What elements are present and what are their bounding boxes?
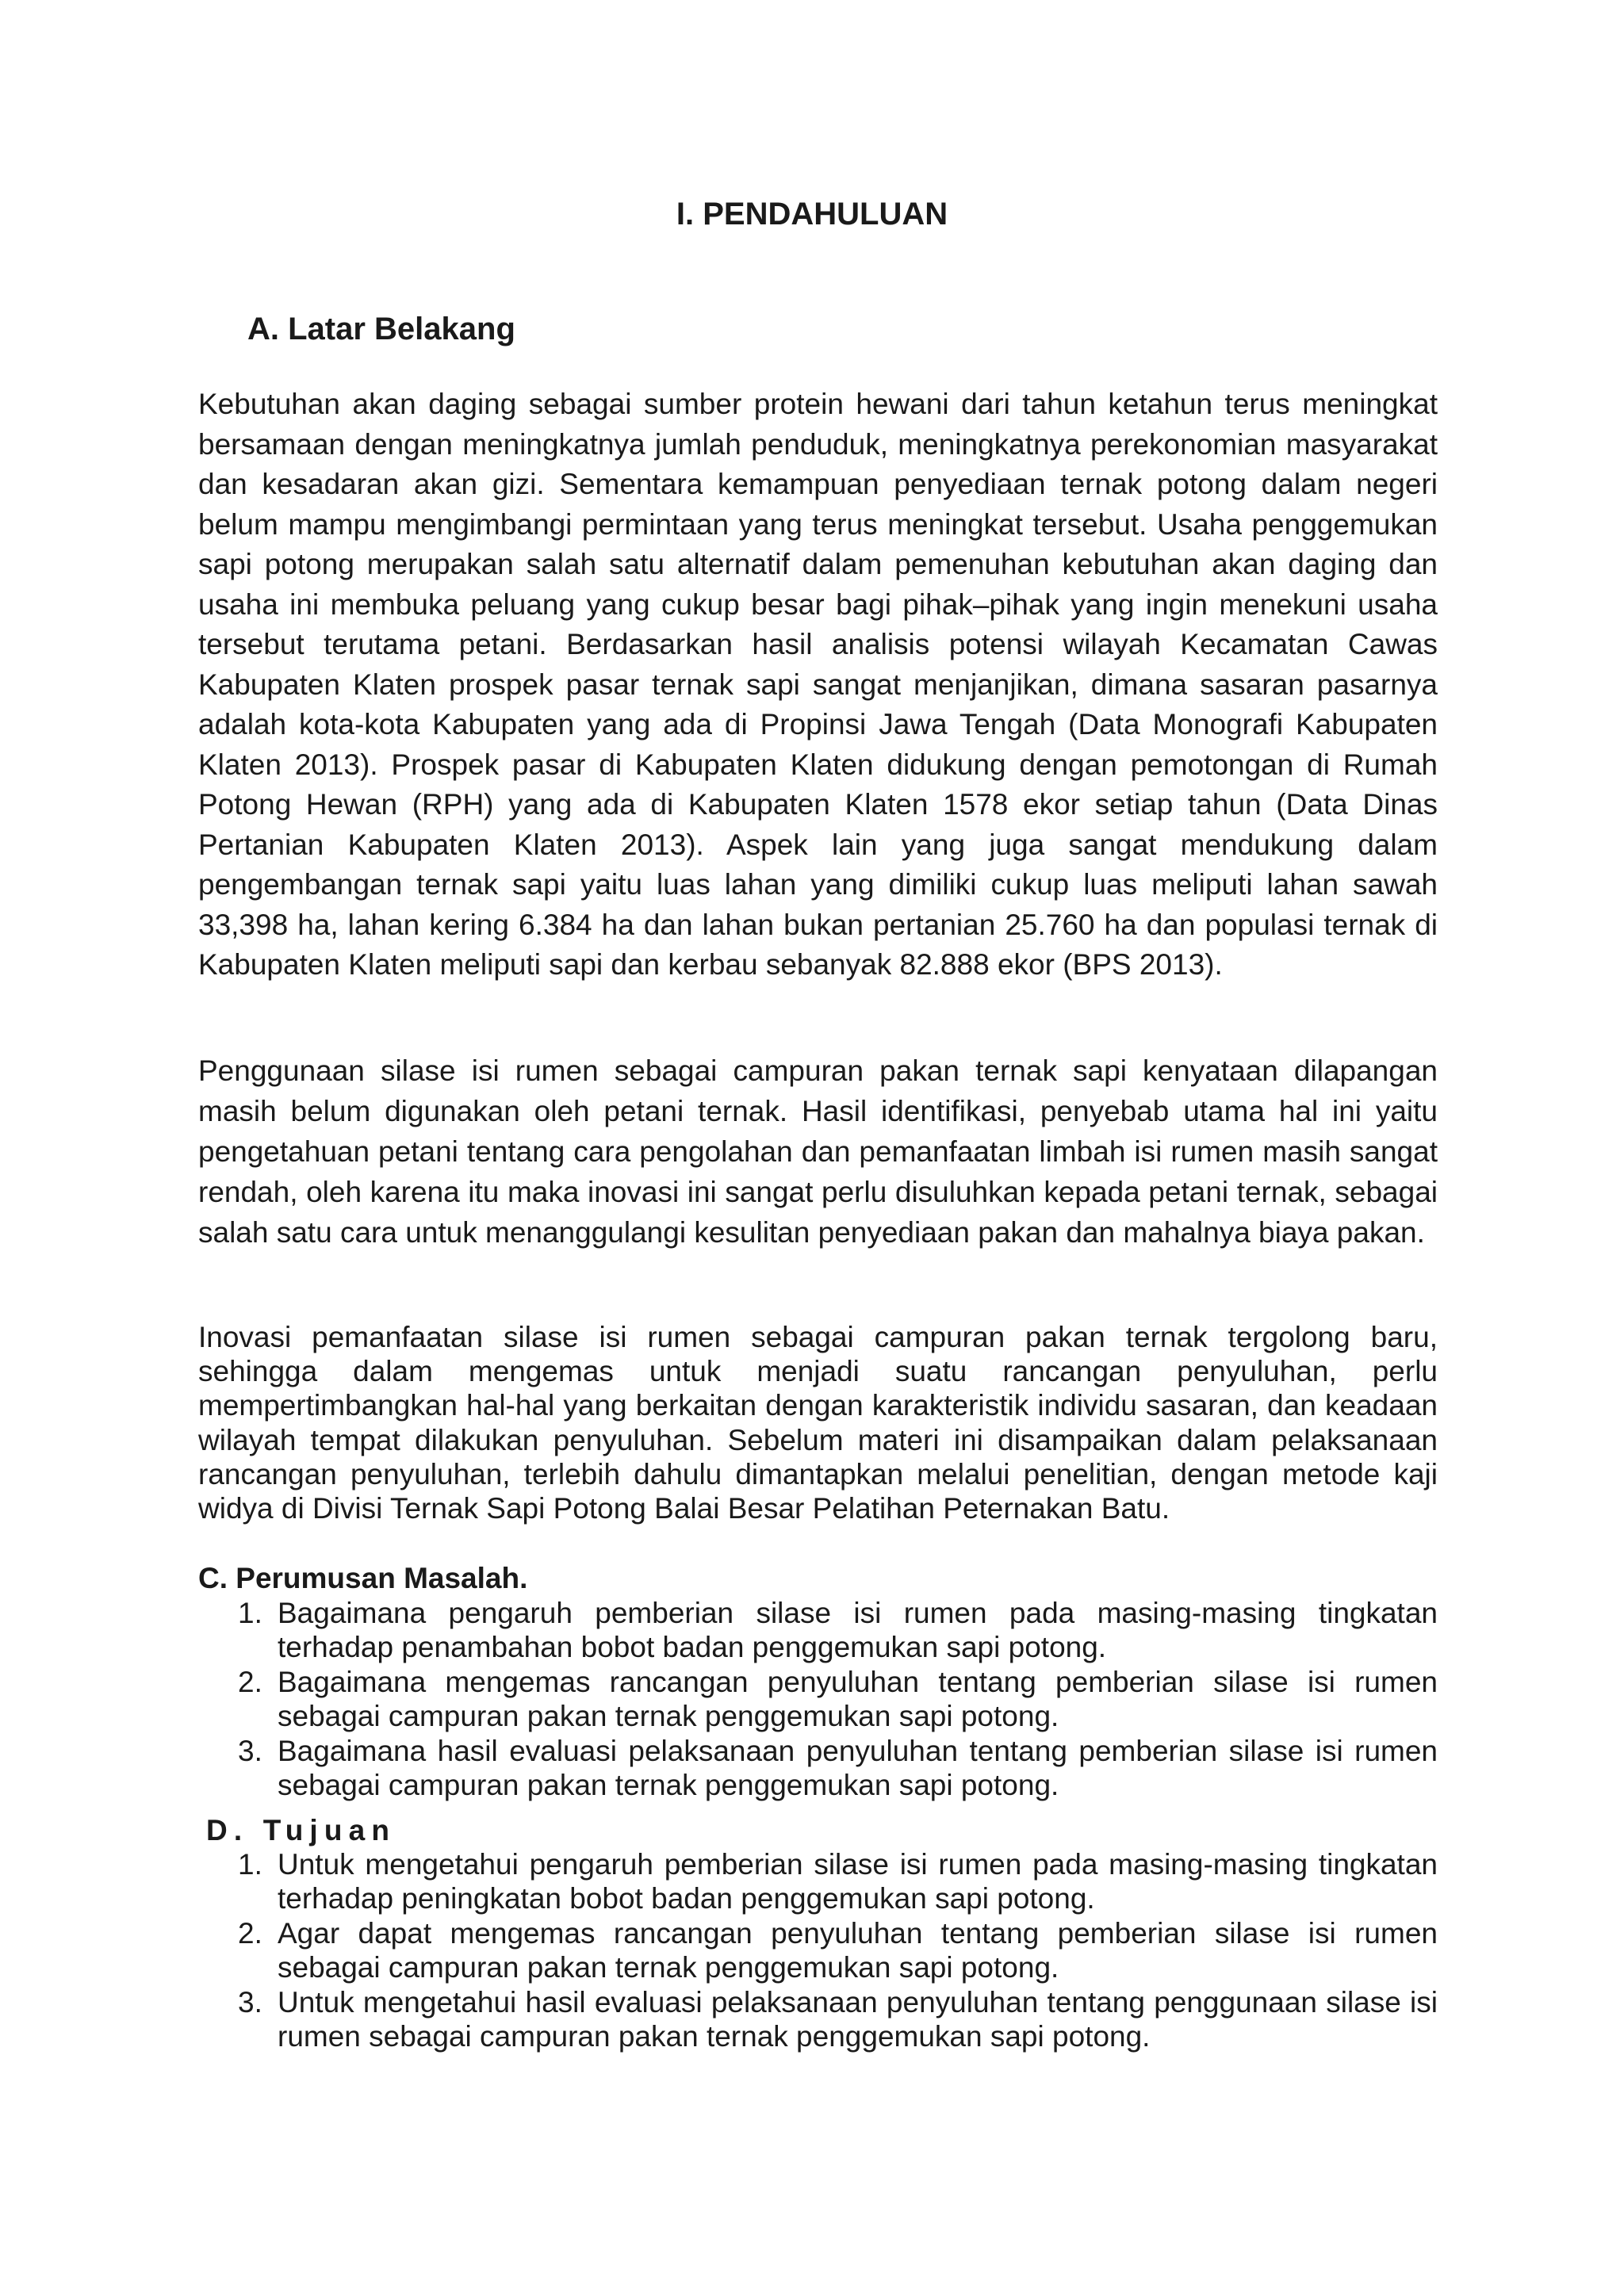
list-item-number: 3. bbox=[238, 1735, 262, 1767]
list-item bbox=[238, 1596, 1438, 1664]
list-item bbox=[238, 1665, 1438, 1733]
list-item-text: Untuk mengetahui hasil evaluasi pelaksanaan penyuluhan tentang penggunaan silase isi rumen sebagai campuran pakan ternak penggemukan sapi potong. bbox=[278, 1986, 1438, 2053]
section-heading-latar-belakang: A. Latar Belakang bbox=[247, 312, 515, 346]
chapter-title: I. PENDAHULUAN bbox=[676, 197, 948, 232]
list-item bbox=[238, 1847, 1438, 1915]
paragraph-latar-belakang-3: Inovasi pemanfaatan silase isi rumen sebagai campuran pakan ternak tergolong baru, sehingga dalam mengemas untuk menjadi suatu rancangan penyuluhan, perlu mempertimbangkan hal-hal yang berkaitan dengan karakteristik individu sasaran, dan keadaan wilayah tempat dilakukan penyuluhan. Sebelum materi ini disampaikan dalam pelaksanaan rancangan penyuluhan, terlebih dahulu dimantapkan melalui penelitian, dengan metode kaji widya di Divisi Ternak Sapi Potong Balai Besar Pelatihan Peternakan Batu. bbox=[198, 1321, 1438, 1525]
list-item-text: Bagaimana hasil evaluasi pelaksanaan penyuluhan tentang pemberian silase isi rumen sebagai campuran pakan ternak penggemukan sapi potong. bbox=[278, 1735, 1438, 1801]
section-heading-tujuan: D. Tujuan bbox=[206, 1814, 396, 1846]
list-item-text: Bagaimana mengemas rancangan penyuluhan tentang pemberian silase isi rumen sebagai campuran pakan ternak penggemukan sapi potong. bbox=[278, 1666, 1438, 1732]
section-heading-perumusan-masalah: C. Perumusan Masalah. bbox=[198, 1562, 528, 1594]
list-item-text: Agar dapat mengemas rancangan penyuluhan tentang pemberian silase isi rumen sebagai campuran pakan ternak penggemukan sapi potong. bbox=[278, 1917, 1438, 1984]
paragraph-latar-belakang-1: Kebutuhan akan daging sebagai sumber protein hewani dari tahun ketahun terus meningkat bersamaan dengan meningkatnya jumlah penduduk, meningkatnya perekonomian masyarakat dan kesadaran akan gizi. Sementara kemampuan penyediaan ternak potong dalam negeri belum mampu mengimbangi permintaan yang terus meningkat tersebut. Usaha penggemukan sapi potong merupakan salah satu alternatif dalam pemenuhan kebutuhan akan daging dan usaha ini membuka peluang yang cukup besar bagi pihak–pihak yang ingin menekuni usaha tersebut terutama petani. Berdasarkan hasil analisis potensi wilayah Kecamatan Cawas Kabupaten Klaten prospek pasar ternak sapi sangat menjanjikan, dimana sasaran pasarnya adalah kota-kota Kabupaten yang ada di Propinsi Jawa Tengah (Data Monografi Kabupaten Klaten 2013). Prospek pasar di Kabupaten Klaten didukung dengan pemotongan di Rumah Potong Hewan (RPH) yang ada di Kabupaten Klaten 1578 ekor setiap tahun (Data Dinas Pertanian Kabupaten Klaten 2013). Aspek lain yang juga sangat mendukung dalam pengembangan ternak sapi yaitu luas lahan yang dimiliki cukup luas meliputi lahan sawah 33,398 ha, lahan kering 6.384 ha dan lahan bukan pertanian 25.760 ha dan populasi ternak di Kabupaten Klaten meliputi sapi dan kerbau sebanyak 82.888 ekor (BPS 2013). bbox=[198, 388, 1438, 981]
paragraph-latar-belakang-2: Penggunaan silase isi rumen sebagai campuran pakan ternak sapi kenyataan dilapangan masih belum digunakan oleh petani ternak. Hasil identifikasi, penyebab utama hal ini yaitu pengetahuan petani tentang cara pengolahan dan pemanfaatan limbah isi rumen masih sangat rendah, oleh karena itu maka inovasi ini sangat perlu disuluhkan kepada petani ternak, sebagai salah satu cara untuk menanggulangi kesulitan penyediaan pakan dan mahalnya biaya pakan. bbox=[198, 1054, 1438, 1249]
list-item-text: Bagaimana pengaruh pemberian silase isi rumen pada masing-masing tingkatan terhadap penambahan bobot badan penggemukan sapi potong. bbox=[278, 1597, 1438, 1663]
list-item-number: 2. bbox=[238, 1917, 262, 1950]
list-item-number: 1. bbox=[238, 1597, 262, 1629]
list-item-text: Untuk mengetahui pengaruh pemberian silase isi rumen pada masing-masing tingkatan terhadap peningkatan bobot badan penggemukan sapi potong. bbox=[278, 1848, 1438, 1915]
list-item bbox=[238, 1734, 1438, 1802]
list-item bbox=[238, 1985, 1438, 2053]
list-item bbox=[238, 1916, 1438, 1984]
list-item-number: 2. bbox=[238, 1666, 262, 1698]
tujuan-list bbox=[238, 1847, 1438, 2054]
list-item-number: 3. bbox=[238, 1986, 262, 2019]
perumusan-masalah-list bbox=[238, 1596, 1438, 1803]
list-item-number: 1. bbox=[238, 1848, 262, 1881]
